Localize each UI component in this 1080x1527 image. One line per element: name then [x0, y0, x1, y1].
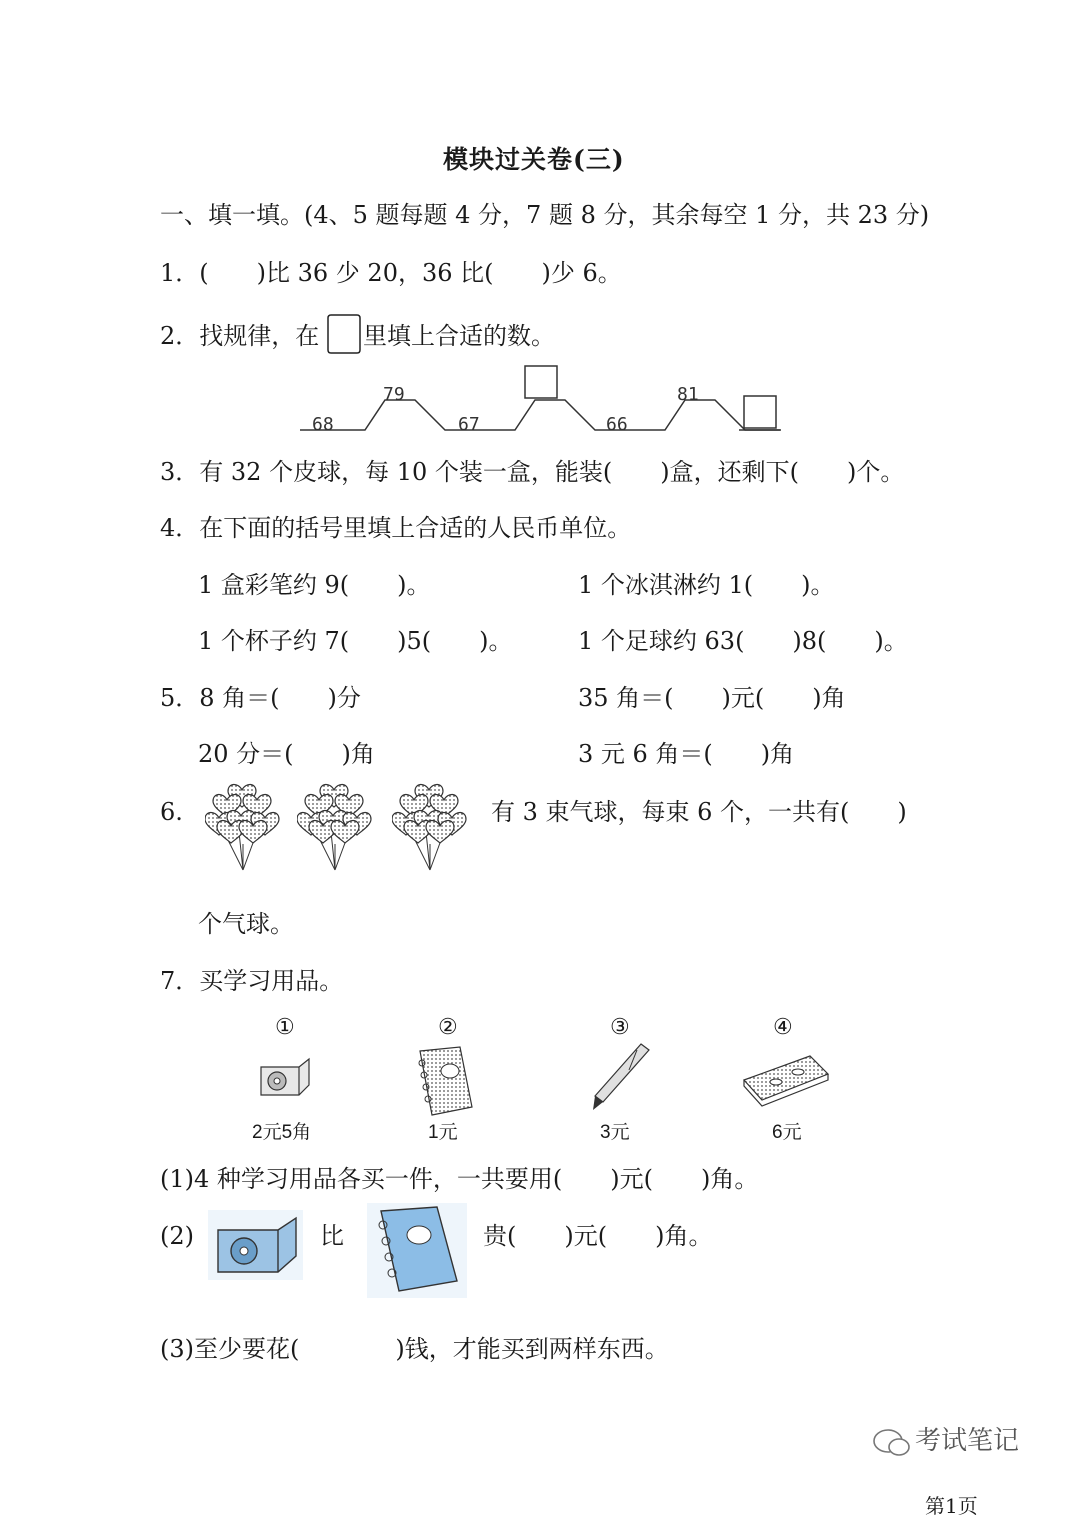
question-4c: 1 个杯子约 7( )5( )。 [198, 627, 513, 655]
question-5b: 35 角＝( )元( )角 [578, 684, 846, 712]
question-4a: 1 盒彩笔约 9( )。 [198, 571, 431, 599]
question-7-3: (3)至少要花( )钱，才能买到两样东西。 [160, 1335, 669, 1363]
question-2-after: 里填上合适的数。 [363, 322, 555, 350]
number-pattern-diagram [295, 360, 795, 440]
item-badge: ① [275, 1015, 295, 1040]
question-4b: 1 个冰淇淋约 1( )。 [578, 571, 835, 599]
notebook-icon [367, 1203, 467, 1298]
question-5a: 5．8 角＝( )分 [160, 684, 361, 712]
question-4-stem: 4．在下面的括号里填上合适的人民币单位。 [160, 514, 632, 542]
watermark-text: 考试笔记 [915, 1426, 1020, 1456]
notebook-icon [410, 1045, 480, 1121]
pattern-number: 66 [606, 414, 628, 435]
pattern-number: 67 [458, 414, 480, 435]
pen-icon [585, 1040, 655, 1114]
section-heading: 一、填一填。(4、5 题每题 4 分，7 题 8 分，其余每空 1 分，共 23 分) [160, 201, 930, 229]
blank-box-icon [325, 313, 363, 355]
wechat-icon [872, 1425, 912, 1459]
page-title: 模块过关卷(三) [443, 145, 625, 174]
question-6-text: 有 3 束气球，每束 6 个，一共有( ) [491, 798, 907, 826]
item-badge: ③ [610, 1015, 630, 1040]
item-badge: ④ [773, 1015, 793, 1040]
question-3: 3．有 32 个皮球，每 10 个装一盒，能装( )盒，还剩下( )个。 [160, 458, 905, 486]
question-7-2-label: (2) [160, 1222, 194, 1250]
item-price: 1元 [428, 1122, 458, 1143]
question-7-stem: 7．买学习用品。 [160, 967, 344, 995]
question-1: 1．( )比 36 少 20，36 比( )少 6。 [160, 259, 622, 287]
question-7-2-tail: 贵( )元( )角。 [483, 1222, 713, 1250]
item-price: 6元 [772, 1122, 802, 1143]
balloon-bunch-icon [297, 782, 377, 882]
question-6-continuation: 个气球。 [198, 910, 294, 938]
pencil-sharpener-icon [208, 1210, 303, 1280]
pattern-number: 81 [677, 384, 699, 405]
question-5d: 3 元 6 角＝( )角 [578, 740, 795, 768]
balloon-bunch-icon [205, 782, 285, 882]
question-4d: 1 个足球约 63( )8( )。 [578, 627, 908, 655]
pattern-number: 68 [312, 414, 334, 435]
question-6-number: 6. [160, 798, 183, 826]
pencil-case-icon [740, 1052, 832, 1108]
question-7-2-compare: 比 [320, 1222, 344, 1250]
question-7-1: (1)4 种学习用品各买一件，一共要用( )元( )角。 [160, 1165, 759, 1193]
page-footer: 第1页 [925, 1494, 978, 1518]
item-price: 3元 [600, 1122, 630, 1143]
question-2-before: 2．找规律，在 [160, 322, 320, 350]
question-5c: 20 分＝( )角 [198, 740, 375, 768]
item-price: 2元5角 [252, 1122, 312, 1143]
balloon-bunch-icon [392, 782, 472, 882]
pencil-sharpener-icon [255, 1055, 315, 1103]
pattern-number: 79 [383, 384, 405, 405]
item-badge: ② [438, 1015, 458, 1040]
